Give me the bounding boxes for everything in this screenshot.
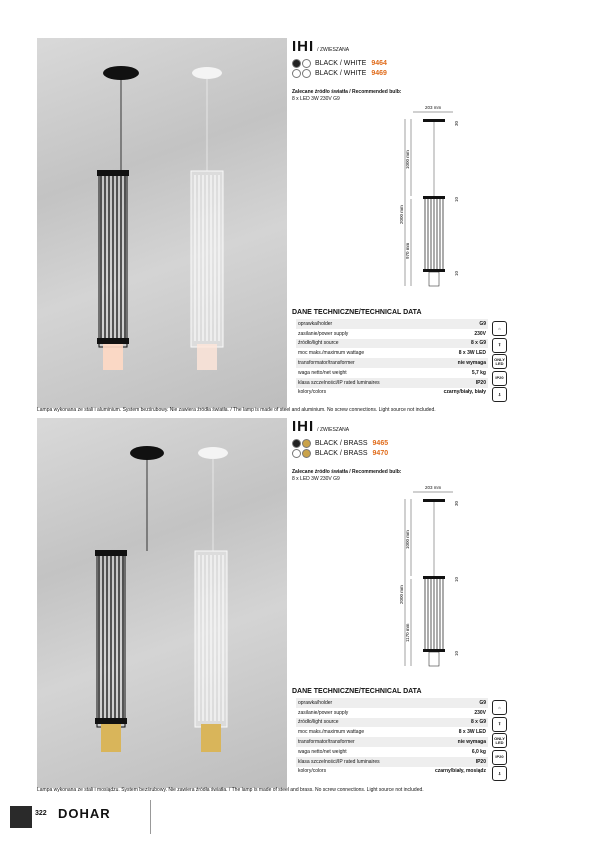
home-icon: ⌂ [492,321,507,336]
arrow-up-icon: ⇧ [492,338,507,353]
product-section-2 [0,418,600,798]
table-row: moc maks./maximum wattage 8 x 3W LED [298,350,486,357]
home-icon: ⌂ [492,700,507,715]
ip20-icon: IP20 [492,750,507,765]
table-row: transformator/transformer nie wymaga [298,360,486,367]
svg-text:30: 30 [454,120,459,126]
color-swatch-icon [292,59,301,68]
table-row: waga netto/net weight 6,0 kg [298,748,486,755]
bulb-info: Zalecane źródło światła / Recommended bulb: 8 x LED 3W 230V G9 [292,89,402,102]
svg-text:10: 10 [454,576,459,582]
svg-text:203 mm: 203 mm [425,485,442,490]
spec-table [296,319,488,397]
table-row: kolory/colors czarny/biały, mosiądz [298,768,486,775]
table-row: zasilanie/power supply 230V [298,330,486,337]
arrow-down-icon: ⇩ [492,766,507,781]
variant-row: BLACK / WHITE 9469 [292,69,387,78]
table-row: klasa szczelności/IP rated luminaires IP20 [298,379,486,386]
product-title: IHI / ZWIESZANA [292,38,350,55]
color-swatch-icon [302,69,311,78]
table-row: oprawka/holder G9 [298,320,486,327]
table-row: oprawka/holder G9 [298,699,486,706]
table-row: źródło/light source 8 x G9 [298,340,486,347]
page-number: 322 [35,810,47,817]
arrow-down-icon: ⇩ [492,387,507,402]
footer-block [10,806,32,828]
color-swatch-icon [302,59,311,68]
footer-divider [150,800,151,834]
brand-logo: DOHAR [58,806,111,821]
product-photo [37,418,287,788]
table-row: waga netto/net weight 5,7 kg [298,369,486,376]
only-led-icon: ONLY LED [492,733,507,748]
ip20-icon: IP20 [492,371,507,386]
svg-text:1000 mm: 1000 mm [405,150,410,169]
product-photo [37,38,287,408]
spec-table [296,698,488,776]
svg-text:203 mm: 203 mm [425,105,442,110]
table-row: transformator/transformer nie wymaga [298,739,486,746]
svg-text:2000 mm: 2000 mm [399,205,404,224]
color-swatch-icon [292,439,301,448]
svg-text:10: 10 [454,650,459,656]
table-row: zasilanie/power supply 230V [298,709,486,716]
caption: Lampa wykonana ze stali i mosiądzu. System bezśrubowy. Nie zawiera źródła światła. / The lamp is made of steel and brass. No screw connections. Light source not included. [37,787,424,793]
variant-row: BLACK / WHITE 9464 [292,59,387,68]
product-section-1 [0,38,600,418]
product-title: IHI / ZWIESZANA [292,418,350,435]
caption: Lampa wykonana ze stali i aluminium. System bezśrubowy. Nie zawiera źródła światła. / The lamp is made of steel and aluminium. No screw connections. Light source not included. [37,407,436,413]
color-swatch-icon [302,439,311,448]
table-row: źródło/light source 8 x G9 [298,719,486,726]
arrow-up-icon: ⇧ [492,717,507,732]
svg-text:10: 10 [454,270,459,276]
svg-text:1000 mm: 1000 mm [405,530,410,549]
dimension-drawing [385,104,485,304]
table-row: moc maks./maximum wattage 8 x 3W LED [298,729,486,736]
spec-title: DANE TECHNICZNE/TECHNICAL DATA [292,309,422,316]
color-swatch-icon [292,69,301,78]
spec-title: DANE TECHNICZNE/TECHNICAL DATA [292,688,422,695]
color-swatch-icon [292,449,301,458]
svg-text:30: 30 [454,500,459,506]
svg-text:10: 10 [454,196,459,202]
svg-text:1170 mm: 1170 mm [405,623,410,642]
svg-text:970 mm: 970 mm [405,242,410,259]
table-row: kolory/colors czarny/biały, biały [298,389,486,396]
dimension-drawing [385,484,485,684]
feature-icons [492,321,506,404]
variant-row: BLACK / BRASS 9470 [292,449,388,458]
only-led-icon: ONLY LED [492,354,507,369]
feature-icons [492,700,506,783]
bulb-info: Zalecane źródło światła / Recommended bulb: 8 x LED 3W 230V G9 [292,469,402,482]
table-row: klasa szczelności/IP rated luminaires IP20 [298,758,486,765]
variant-row: BLACK / BRASS 9465 [292,439,388,448]
svg-text:2000 mm: 2000 mm [399,585,404,604]
color-swatch-icon [302,449,311,458]
